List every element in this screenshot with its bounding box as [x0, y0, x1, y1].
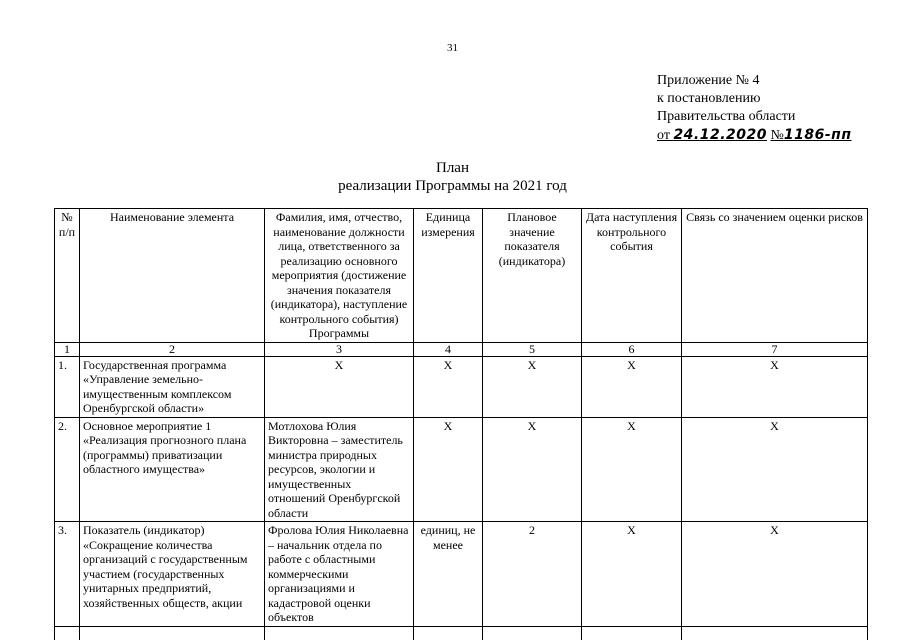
header-number: № п/п — [55, 209, 80, 343]
row-unit: Х — [414, 417, 483, 522]
header-element-name: Наименование элемента — [80, 209, 265, 343]
row-element-name: Основное мероприятие 1 «Реализация прогнозного плана (программы) приватизации областного имущества» — [80, 417, 265, 522]
appendix-decree-label: к постановлению — [657, 91, 761, 106]
column-numbers-row — [55, 342, 868, 356]
continuation-cell — [55, 626, 80, 640]
appendix-date: 24.12.2020 — [673, 127, 768, 143]
table-continuation-row — [55, 626, 868, 640]
continuation-cell — [80, 626, 265, 640]
appendix-date-wrap — [657, 128, 767, 143]
row-plan-value: Х — [483, 417, 582, 522]
table-row — [55, 417, 868, 522]
row-responsible: Фролова Юлия Николаевна – начальник отдела по работе с областными коммерческими организациями и кадастровой оценки объектов — [265, 522, 414, 627]
appendix-number-label: № — [770, 128, 784, 143]
continuation-cell — [582, 626, 682, 640]
table-header-row — [55, 209, 868, 343]
row-risk-link: Х — [682, 356, 868, 417]
row-element-name: Показатель (индикатор) «Сокращение количества организаций с государственным участием (государственных унитарных предприятий, хозяйственных обществ, акции — [80, 522, 265, 627]
row-event-date: Х — [582, 522, 682, 627]
appendix-title: Приложение № 4 — [657, 73, 760, 88]
title-line-1: План — [435, 160, 469, 176]
continuation-cell — [414, 626, 483, 640]
row-responsible: Х — [265, 356, 414, 417]
row-unit: единиц, не менее — [414, 522, 483, 627]
page-number: 31 — [447, 42, 458, 54]
appendix-number-wrap — [771, 128, 852, 143]
row-number: 1. — [55, 356, 80, 417]
header-plan-value: Плановое значение показателя (индикатора) — [483, 209, 582, 343]
continuation-cell — [265, 626, 414, 640]
column-number: 3 — [265, 342, 414, 356]
row-plan-value: Х — [483, 356, 582, 417]
document-title — [0, 159, 905, 195]
column-number: 6 — [582, 342, 682, 356]
appendix-from-label: от — [657, 128, 670, 143]
column-number: 4 — [414, 342, 483, 356]
plan-table — [54, 208, 868, 640]
table-row — [55, 522, 868, 627]
column-number: 7 — [682, 342, 868, 356]
header-risk-link: Связь со значением оценки рисков — [682, 209, 868, 343]
row-plan-value: 2 — [483, 522, 582, 627]
row-element-name: Государственная программа «Управление земельно-имущественным комплексом Оренбургской области» — [80, 356, 265, 417]
row-risk-link: Х — [682, 417, 868, 522]
table-row — [55, 356, 868, 417]
header-responsible: Фамилия, имя, отчество, наименование должности лица, ответственного за реализацию основного мероприятия (достижение значения показателя (индикатора), наступление контрольного события) Программы — [265, 209, 414, 343]
header-event-date: Дата наступления контрольного события — [582, 209, 682, 343]
column-number: 1 — [55, 342, 80, 356]
appendix-date-line — [657, 126, 852, 145]
row-responsible: Мотлохова Юлия Викторовна – заместитель министра природных ресурсов, экологии и имущественных отношений Оренбургской области — [265, 417, 414, 522]
row-event-date: Х — [582, 356, 682, 417]
column-number: 5 — [483, 342, 582, 356]
row-number: 3. — [55, 522, 80, 627]
row-number: 2. — [55, 417, 80, 522]
row-risk-link: Х — [682, 522, 868, 627]
appendix-number: 1186-пп — [783, 127, 852, 143]
appendix-government-label: Правительства области — [657, 109, 796, 124]
header-unit: Единица измерения — [414, 209, 483, 343]
title-line-2: реализации Программы на 2021 год — [338, 178, 567, 194]
column-number: 2 — [80, 342, 265, 356]
continuation-cell — [483, 626, 582, 640]
row-event-date: Х — [582, 417, 682, 522]
appendix-block — [657, 72, 852, 145]
row-unit: Х — [414, 356, 483, 417]
continuation-cell — [682, 626, 868, 640]
